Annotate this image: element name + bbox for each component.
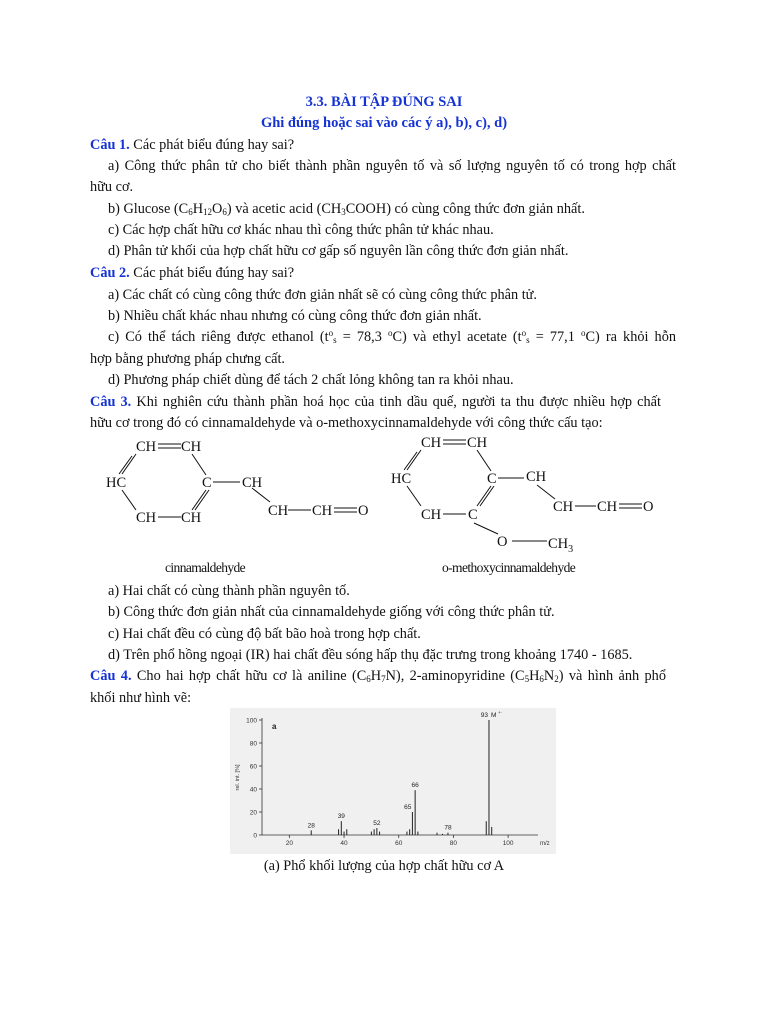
cinnamaldehyde-name: cinnamaldehyde: [165, 560, 246, 575]
svg-text:CH: CH: [268, 503, 289, 519]
q3-option-c: c) Hai chất đều có cùng độ bất bão hoà trong hợp chất.: [108, 626, 421, 642]
peak-label: 78: [444, 824, 452, 832]
section-title: 3.3. BÀI TẬP ĐÚNG SAI: [305, 94, 463, 110]
chart-title: a: [272, 722, 277, 731]
q1-option-b: b) Glucose $(C_6H_{12}O_6)$ và acetic acid $(CH_3COOH)$ có cùng công thức đơn giản nhất.: [108, 201, 585, 217]
q1-option-c: c) Các hợp chất hữu cơ khác nhau thì công thức phân tử khác nhau.: [108, 222, 494, 238]
x-tick-label: 40: [340, 840, 348, 847]
question-2: [90, 264, 294, 282]
x-axis-label: m/z: [540, 841, 550, 847]
q2-option-c-line2: hợp bằng phương pháp chưng cất.: [90, 351, 285, 367]
x-tick-label: 20: [285, 840, 293, 847]
svg-text:CH: CH: [467, 435, 488, 451]
question-2-stem: Các phát biểu đúng hay sai?: [129, 265, 295, 281]
mass-spectrum-chart: [230, 708, 556, 854]
svg-text:CH: CH: [597, 499, 618, 515]
svg-text:O: O: [643, 499, 654, 515]
section-subtitle: Ghi đúng hoặc sai vào các ý a), b), c), d): [260, 115, 508, 131]
peak-label: 93: [480, 712, 488, 719]
question-1-label: Câu 1.: [90, 137, 130, 153]
mass-spectrum-plot: [230, 708, 556, 854]
svg-text:C: C: [468, 507, 478, 523]
q1-option-a-line1: a) Công thức phân tử cho biết thành phần nguyên tố và số lượng nguyên tố có trong hợp chất: [108, 158, 676, 174]
question-4-line1: Câu 4. Cho hai hợp chất hữu cơ là aniline $(C_6H_7N)$, 2-aminopyridine $(C_5H_6N_2)$ và hình ảnh phổ: [90, 668, 666, 684]
q3-option-d: d) Trên phổ hồng ngoại (IR) hai chất đều sóng hấp thụ đặc trưng trong khoảng 1740 - 1685.: [108, 647, 633, 663]
peak-label: 39: [337, 813, 345, 821]
question-2-label: Câu 2.: [90, 265, 130, 281]
svg-text:CH: CH: [312, 503, 333, 519]
svg-text:C: C: [487, 471, 497, 487]
peak-label: 28: [307, 822, 315, 830]
q3-option-a: a) Hai chất có cùng thành phần nguyên tố.: [108, 583, 350, 599]
question-4-line2: khối như hình vẽ:: [90, 690, 192, 706]
y-tick-label: 60: [249, 763, 257, 771]
svg-text:CH: CH: [136, 510, 157, 526]
y-axis-label: rel. int. [%]: [235, 764, 241, 791]
question-3-line1: Câu 3. Khi nghiên cứu thành phần hoá học của tinh dầu quế, người ta thu được nhiều hợp chất: [90, 394, 661, 410]
methoxycinnamaldehyde-name: o-methoxycinnamaldehyde: [442, 560, 576, 575]
question-3-label: Câu 3.: [90, 394, 132, 410]
question-1: [90, 136, 294, 154]
svg-text:O: O: [497, 534, 508, 550]
peak-label: 66: [411, 782, 419, 790]
svg-text:CH: CH: [526, 469, 547, 485]
y-tick-label: 100: [246, 717, 257, 725]
q2-option-d: d) Phương pháp chiết dùng để tách 2 chất lỏng không tan ra khỏi nhau.: [108, 372, 514, 388]
q1-option-d: d) Phân tử khối của hợp chất hữu cơ gấp số nguyên lần công thức đơn giản nhất.: [108, 243, 569, 259]
question-3-line2: hữu cơ trong đó có cinnamaldehyde và o-methoxycinnamaldehyde với công thức cấu tạo:: [90, 415, 603, 431]
y-tick-label: 0: [253, 832, 257, 840]
svg-text:CH: CH: [421, 507, 442, 523]
svg-text:O: O: [358, 503, 369, 519]
structural-formulas: [0, 430, 768, 580]
svg-text:CH: CH: [136, 439, 157, 455]
svg-text:CH: CH: [553, 499, 574, 515]
svg-text:CH: CH: [181, 439, 202, 455]
x-tick-label: 60: [395, 840, 403, 847]
q3-option-b: b) Công thức đơn giản nhất của cinnamaldehyde giống với công thức phân tử.: [108, 604, 555, 620]
svg-text:HC: HC: [106, 475, 127, 491]
svg-text:CH: CH: [181, 510, 202, 526]
svg-text:CH: CH: [421, 435, 442, 451]
molecular-ion-label: M: [490, 712, 497, 719]
o-methoxycinnamaldehyde-structure: [391, 435, 653, 555]
q2-option-c-line1: c) Có thể tách riêng được ethanol ($t^o_s = 78,3$ $^o$C) và ethyl acetate ($t^o_s = 77,1$ $^o$C) ra khỏi hỗn: [108, 328, 676, 345]
svg-text:C: C: [202, 475, 212, 491]
svg-text:CH: CH: [242, 475, 263, 491]
molecular-ion-mark: +·: [497, 710, 503, 715]
question-1-stem: Các phát biểu đúng hay sai?: [129, 137, 295, 153]
y-tick-label: 80: [249, 740, 257, 748]
svg-text:CH3: $CH_3$: [548, 536, 574, 555]
peak-label: 65: [404, 804, 412, 811]
chart-caption: (a) Phổ khối lượng của hợp chất hữu cơ A: [263, 858, 505, 874]
q2-option-b: b) Nhiều chất khác nhau nhưng có cùng công thức đơn giản nhất.: [108, 308, 482, 324]
svg-text:HC: HC: [391, 471, 412, 487]
x-tick-label: 100: [502, 840, 514, 847]
y-tick-label: 40: [249, 786, 257, 794]
q2-option-a: a) Các chất có cùng công thức đơn giản nhất sẽ có cùng công thức phân tử.: [108, 287, 537, 303]
question-4-label: Câu 4.: [90, 668, 132, 684]
y-tick-label: 20: [249, 809, 257, 817]
x-tick-label: 80: [449, 840, 458, 847]
q1-option-a-line2: hữu cơ.: [90, 179, 134, 195]
peak-label: 52: [373, 820, 381, 828]
